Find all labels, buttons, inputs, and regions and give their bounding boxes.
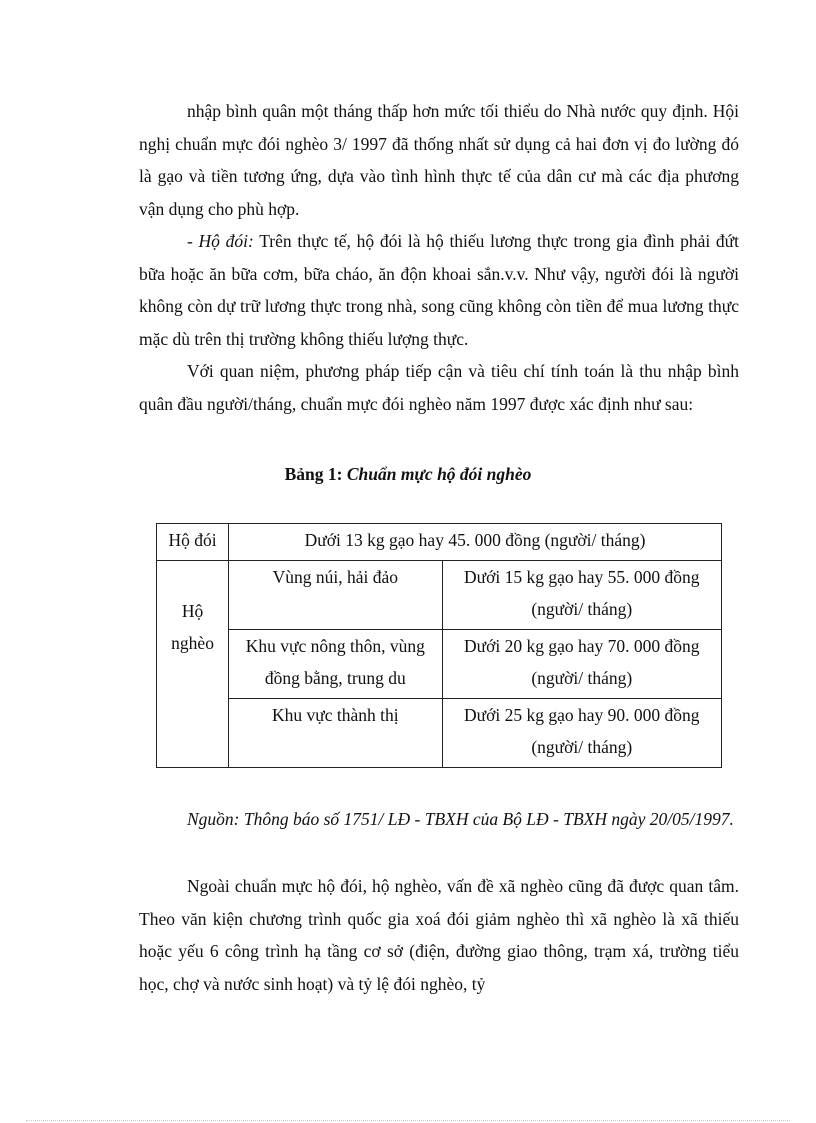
table-caption — [0, 460, 816, 488]
caption-label: Bảng 1 — [284, 464, 337, 484]
hungry-value-cell: Dưới 13 kg gạo hay 45. 000 đồng (người/ tháng) — [229, 524, 722, 561]
table-row-hungry — [157, 524, 722, 561]
value-cell: Dưới 25 kg gạo hay 90. 000 đồng (người/ tháng) — [442, 699, 722, 768]
paragraph-approach: Với quan niệm, phương pháp tiếp cận và tiêu chí tính toán là thu nhập bình quân đầu người/tháng, chuẩn mực đói nghèo năm 1997 được xác định như sau: — [139, 361, 739, 414]
source-note: Nguồn: Thông báo số 1751/ LĐ - TBXH của Bộ LĐ - TBXH ngày 20/05/1997. — [187, 809, 734, 829]
paragraph-income-threshold: nhập bình quân một tháng thấp hơn mức tối thiểu do Nhà nước quy định. Hội nghị chuẩn mực đói nghèo 3/ 1997 đã thống nhất sử dụng cả hai đơn vị đo lường đó là gạo và tiền tương ứng, dựa vào tình hình thực tế của dân cư mà các địa phương vận dụng cho phù hợp. — [139, 101, 739, 219]
area-cell: Vùng núi, hải đảo — [229, 561, 442, 630]
paragraph-poor-commune: Ngoài chuẩn mực hộ đói, hộ nghèo, vấn đề xã nghèo cũng đã được quan tâm. Theo văn kiện chương trình quốc gia xoá đói giảm nghèo thì xã nghèo là xã thiếu hoặc yếu 6 công trình hạ tầng cơ sở (điện, đường giao thông, trạm xá, trường tiểu học, chợ và nước sinh hoạt) và tỷ lệ đói nghèo, tỷ — [139, 876, 739, 994]
caption-separator: : — [336, 464, 347, 484]
paragraph-hungry-household — [139, 225, 739, 355]
caption-title: Chuẩn mực hộ đói nghèo — [346, 464, 532, 484]
page-bottom-divider — [26, 1120, 790, 1121]
value-cell: Dưới 15 kg gạo hay 55. 000 đồng (người/ tháng) — [442, 561, 722, 630]
table-row — [157, 561, 722, 630]
poverty-norm-table — [156, 523, 722, 768]
table-row — [157, 699, 722, 768]
term-ho-doi: - Hộ đói: — [187, 231, 254, 251]
area-cell: Khu vực thành thị — [229, 699, 442, 768]
area-cell: Khu vực nông thôn, vùng đồng bằng, trung du — [229, 630, 442, 699]
hungry-label-cell: Hộ đói — [157, 524, 229, 561]
paragraph-hungry-body: Trên thực tế, hộ đói là hộ thiếu lương thực trong gia đình phải đứt bữa hoặc ăn bữa cơm, bữa cháo, ăn độn khoai sắn.v.v. Như vậy, người đói là người không còn dự trữ lương thực trong nhà, song cũng không còn tiền để mua lương thực mặc dù trên thị trường không thiếu lượng thực. — [139, 231, 740, 349]
value-cell: Dưới 20 kg gạo hay 70. 000 đồng (người/ tháng) — [442, 630, 722, 699]
poor-label-cell: Hộ nghèo — [157, 561, 229, 768]
table-row — [157, 630, 722, 699]
